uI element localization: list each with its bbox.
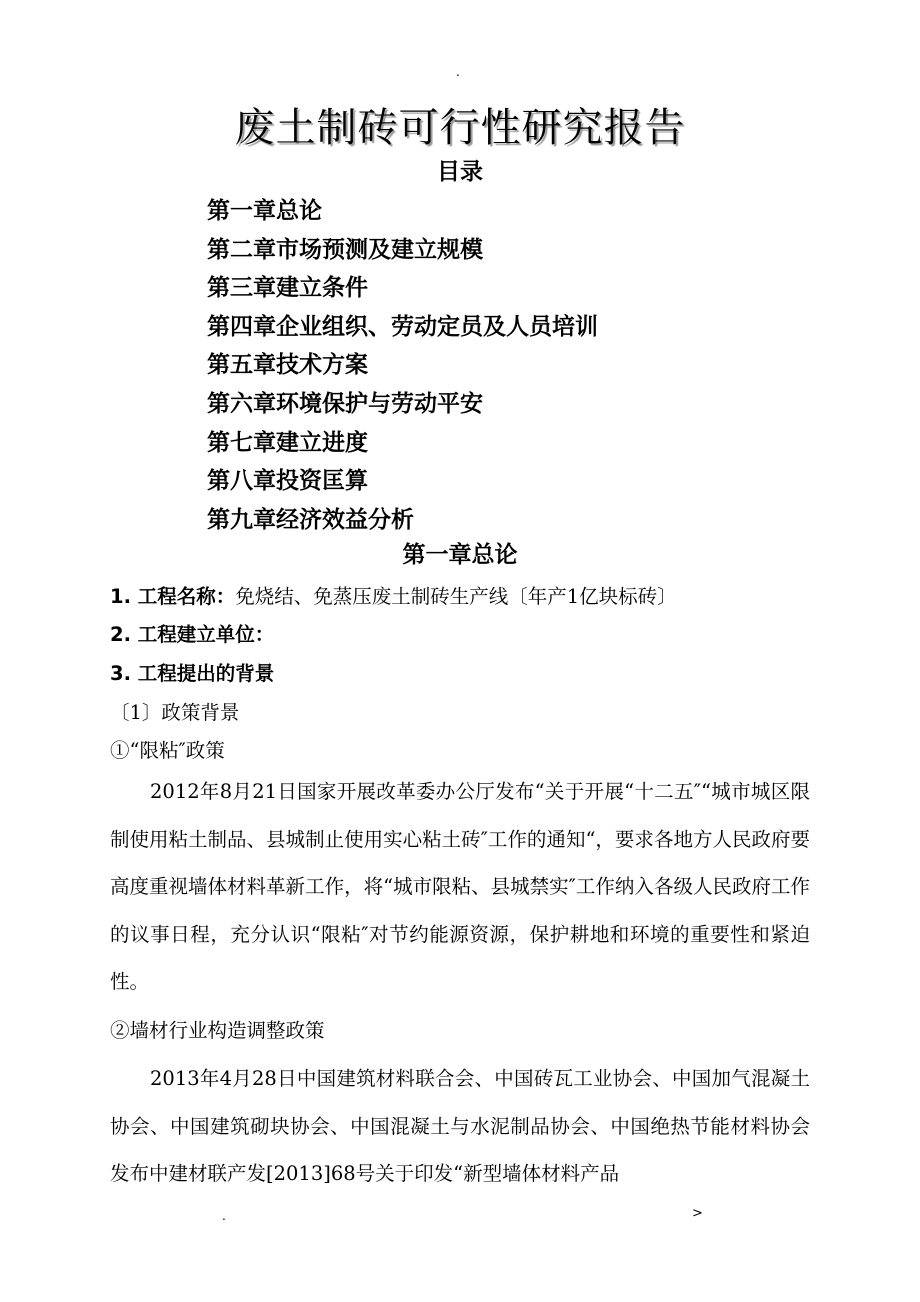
clay-limit-policy-heading: ①“限粘″政策 — [110, 739, 225, 762]
policy-paragraph-2: 2013年4月28日中国建筑材料联合会、中国砖瓦工业协会、中国加气混凝土协会、中国建筑砌块协会、中国混凝土与水泥制品协会、中国绝热节能材料协会发布中建材联产发[2013]68号关于印发“新型墙体材料产品 — [110, 1067, 810, 1185]
toc-item: 第六章环境保护与劳动平安 — [207, 390, 483, 417]
footer-left-mark: . — [222, 1209, 226, 1223]
document-title: 废土制砖可行性研究报告 — [234, 105, 686, 151]
toc-heading: 目录 — [437, 159, 483, 185]
project-name-line — [110, 584, 677, 610]
toc-item: 第八章投资匡算 — [207, 468, 368, 495]
toc-item: 第九章经济效益分析 — [207, 506, 414, 533]
header-mark: . — [456, 65, 460, 79]
toc-item: 第四章企业组织、劳动定员及人员培训 — [207, 313, 598, 340]
table-of-contents — [207, 192, 598, 539]
chapter-heading: 第一章总论 — [402, 542, 518, 568]
toc-item: 第一章总论 — [207, 198, 322, 224]
project-name-label: 1. 工程名称： — [110, 585, 236, 608]
toc-item: 第二章市场预测及建立规模 — [207, 236, 483, 263]
toc-item: 第五章技术方案 — [207, 352, 368, 379]
project-name-value: 免烧结、免蒸压废土制砖生产线〔年产1亿块标砖〕 — [235, 585, 677, 608]
footer-right-mark: > — [692, 1206, 703, 1221]
builder-unit-line: 2. 工程建立单位： — [110, 623, 275, 646]
toc-item: 第七章建立进度 — [207, 429, 368, 456]
policy-background-heading: 〔1〕政策背景 — [110, 701, 240, 724]
structure-policy-heading: ②墙材行业构造调整政策 — [110, 1019, 325, 1042]
policy-paragraph-1: 2012年8月21日国家开展改革委办公厅发布“关于开展“十二五″“城市城区限制使用粘土制品、县城制止使用实心粘土砖″工作的通知“，要求各地方人民政府要高度重视墙体材料革新工作，将“城市限粘、县城禁实″工作纳入各级人民政府工作的议事日程，充分认识“限粘″对节约能源资源，保护耕地和环境的重要性和紧迫性。 — [110, 780, 810, 993]
toc-item: 第三章建立条件 — [207, 275, 368, 302]
background-heading: 3. 工程提出的背景 — [110, 662, 275, 685]
